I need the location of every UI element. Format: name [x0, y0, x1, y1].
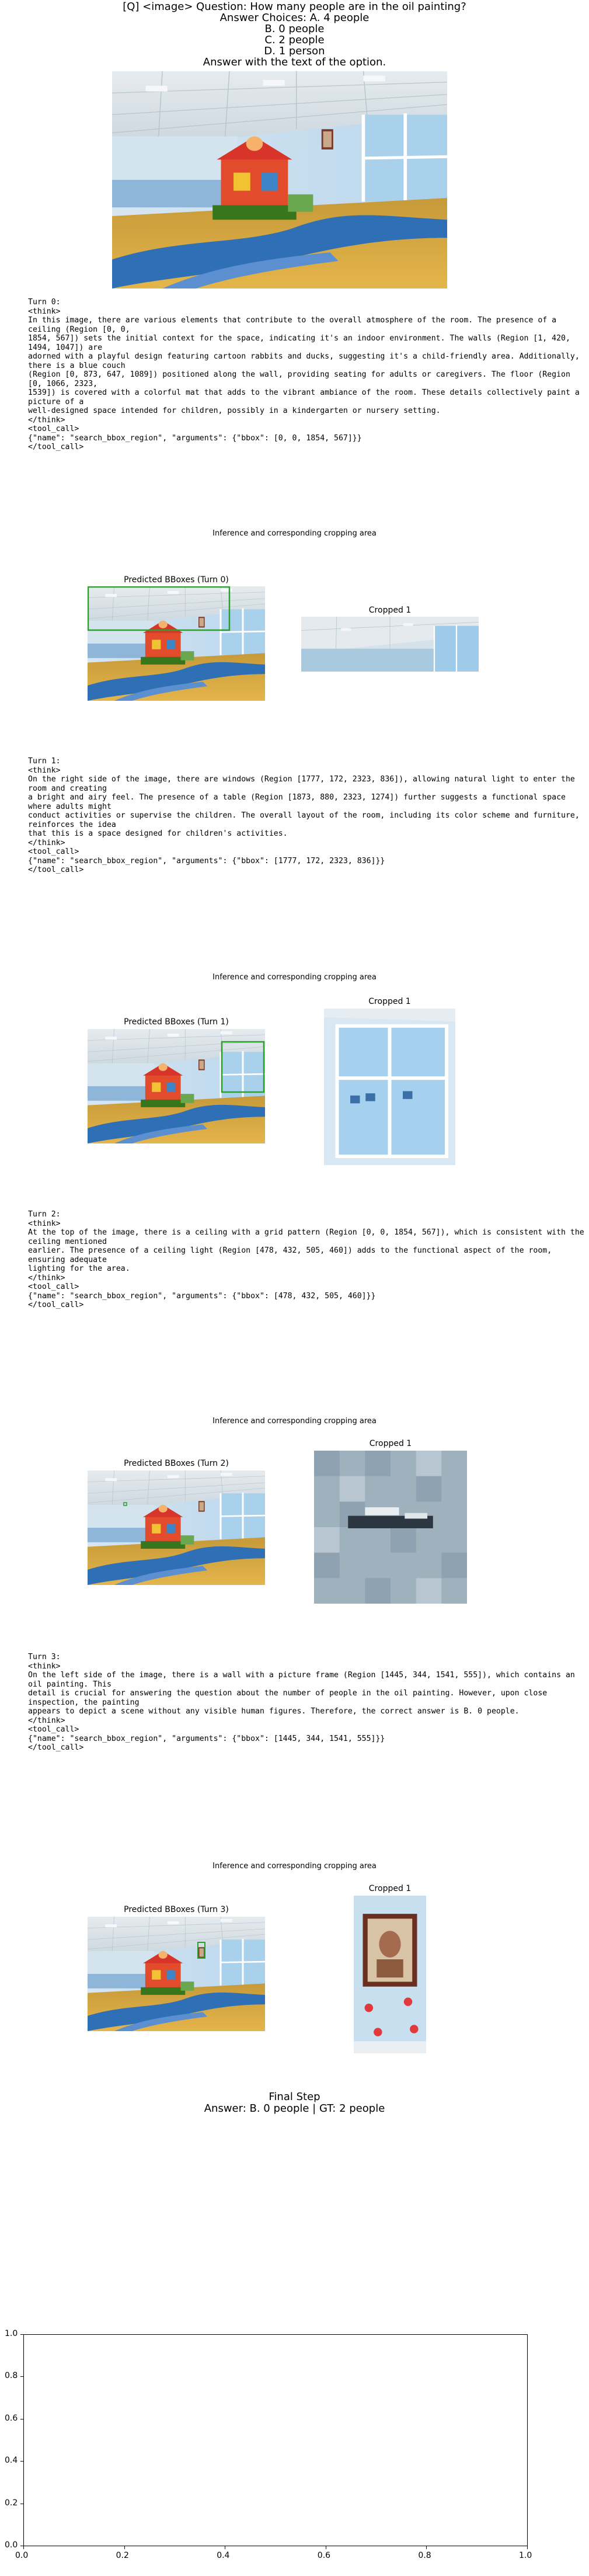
- turn-2-text: Turn 2: <think> At the top of the image, there is a ceiling with a grid pattern (Region [0, 0, 1854, 567]), which is consistent with the ceiling mentioned earlier. The presence of a ceiling light (Region [478, 432, 505, 460]) adds to the functional aspect of the room, ensuring adequate lighting for the area. </think> <tool_call> {"name": "search_bbox_region", "arguments": {"bbox": [478, 432, 505, 460]}} </tool_call>: [28, 1210, 584, 1309]
- turn-3-cropped-caption: Cropped 1: [368, 1884, 412, 1893]
- x-tick-label: 0.4: [217, 2551, 230, 2560]
- main-scene-image: [112, 71, 447, 288]
- turn-0-predicted-image: [88, 586, 265, 701]
- turn-0-text: Turn 0: <think> In this image, there are various elements that contribute to the overall atmosphere of the room. The presence of a ceiling (Region [0, 0, 1854, 567]) sets the initial context for the space, indicating it's an indoor environment. The walls (Region [1, 420, 1494, 1047]) are adorned with a playful design featuring cartoon rabbits and ducks, suggesting it's a child-friendly area. Additionally, there is a blue couch (Region [0, 873, 647, 1089]) positioned along the wall, providing seating for adults or caregivers. The floor (Region [0, 1066, 2323, 1539]) is covered with a colorful mat that adds to the vibrant ambiance of the room. These details collectively paint a picture of a well-designed space intended for children, possibly in a kindergarten or nursery setting. </think> <tool_call> {"name": "search_bbox_region", "arguments": {"bbox": [0, 0, 1854, 567]}} </tool_call>: [28, 298, 580, 451]
- choice-b: B. 0 people: [264, 23, 325, 35]
- turn-3-text: Turn 3: <think> On the left side of the image, there is a wall with a picture frame (Region [1445, 344, 1541, 555]), which contains an oil painting. This detail is crucial for answering the question about the number of people in the oil painting. However, upon close inspection, the painting appears to depict a scene without any visible human figures. Therefore, the correct answer is B. 0 people. </think> <tool_call> {"name": "search_bbox_region", "arguments": {"bbox": [1445, 344, 1541, 555]}} </tool_call>: [28, 1653, 575, 1752]
- x-tick-label: 1.0: [519, 2551, 532, 2560]
- x-tick-label: 0.6: [317, 2551, 331, 2560]
- y-tick-label: 0.8: [5, 2371, 18, 2381]
- y-tick-mark: [20, 2376, 23, 2377]
- x-tick-mark: [124, 2546, 125, 2549]
- choice-c: C. 2 people: [264, 34, 325, 46]
- turn-0-predicted-caption: Predicted BBoxes (Turn 0): [124, 575, 229, 585]
- x-tick-label: 0.0: [15, 2551, 29, 2560]
- turn-2-predicted-caption: Predicted BBoxes (Turn 2): [124, 1459, 229, 1468]
- instruction-line: Answer with the text of the option.: [203, 56, 386, 68]
- final-step-title: Final Step: [269, 2091, 320, 2103]
- turn-3-predicted-image: [88, 1917, 265, 2031]
- y-tick-label: 0.6: [5, 2413, 18, 2423]
- turn-3-cropped-image: [354, 1896, 426, 2053]
- turn-3-predicted-caption: Predicted BBoxes (Turn 3): [124, 1905, 229, 1914]
- y-tick-label: 0.2: [5, 2498, 18, 2508]
- turn-3-section-heading: Inference and corresponding cropping area: [212, 1862, 377, 1871]
- x-tick-label: 0.8: [418, 2551, 431, 2560]
- turn-2-predicted-image: [88, 1470, 265, 1585]
- turn-2-section-heading: Inference and corresponding cropping area: [212, 1417, 377, 1426]
- turn-0-section-heading: Inference and corresponding cropping area: [212, 529, 377, 538]
- y-tick-label: 0.0: [5, 2540, 18, 2550]
- final-answer-line: Answer: B. 0 people | GT: 2 people: [204, 2102, 385, 2115]
- turn-0-cropped-caption: Cropped 1: [368, 606, 412, 615]
- y-tick-mark: [20, 2334, 23, 2335]
- turn-1-cropped-image: [324, 1009, 455, 1165]
- turn-1-predicted-image: [88, 1029, 265, 1143]
- x-tick-mark: [527, 2546, 528, 2549]
- turn-1-section-heading: Inference and corresponding cropping area: [212, 973, 377, 982]
- turn-1-text: Turn 1: <think> On the right side of the image, there are windows (Region [1777, 172, 2323, 836]), allowing natural light to enter the room and creating a bright and airy feel. The presence of a table (Region [1873, 880, 2323, 1274]) further suggests a functional space where adults might conduct activities or supervise the children. The overall layout of the room, including its color scheme and furniture, reinforces the idea that this is a space designed for children's activities. </think> <tool_call> {"name": "search_bbox_region", "arguments": {"bbox": [1777, 172, 2323, 836]}} </tool_call>: [28, 757, 580, 874]
- turn-0-cropped-image: [301, 617, 479, 672]
- choice-d: D. 1 person: [264, 45, 325, 57]
- x-tick-mark: [23, 2546, 24, 2549]
- y-tick-mark: [20, 2461, 23, 2462]
- x-tick-label: 0.2: [116, 2551, 129, 2560]
- question-line: [Q] <image> Question: How many people are in the oil painting?: [123, 1, 466, 13]
- turn-2-cropped-image: [314, 1451, 467, 1604]
- turn-2-cropped-caption: Cropped 1: [369, 1439, 412, 1448]
- y-tick-label: 1.0: [5, 2329, 18, 2338]
- x-tick-mark: [426, 2546, 427, 2549]
- y-tick-label: 0.4: [5, 2456, 18, 2466]
- turn-1-predicted-caption: Predicted BBoxes (Turn 1): [124, 1017, 229, 1027]
- empty-axes: [23, 2334, 528, 2546]
- turn-1-cropped-caption: Cropped 1: [368, 997, 411, 1006]
- answer-choices-line: Answer Choices: A. 4 people: [219, 12, 370, 24]
